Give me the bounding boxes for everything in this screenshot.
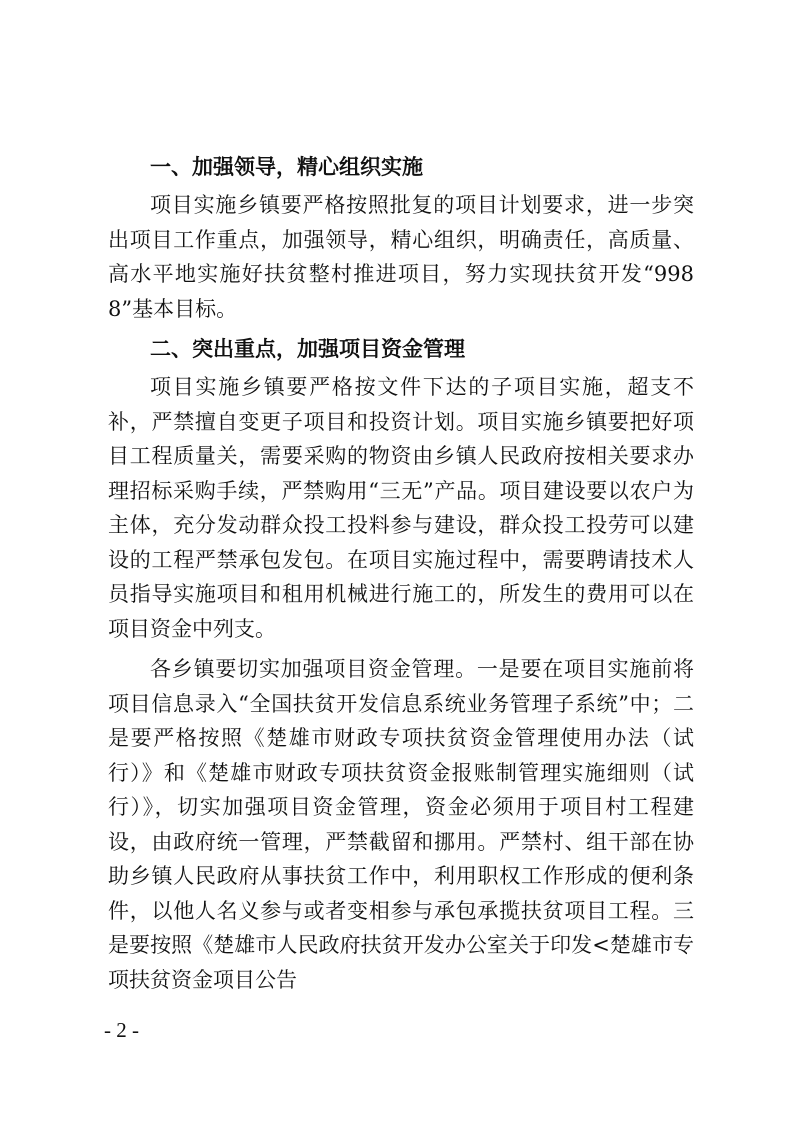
section-2-paragraph-1: 项目实施乡镇要严格按文件下达的子项目实施，超支不补，严禁擅自变更子项目和投资计划。项目实施乡镇要把好项目工程质量关，需要采购的物资由乡镇人民政府按相关要求办理招标采购手续，严禁购用“三无”产品。项目建设要以农户为主体，充分发动群众投工投料参与建设，群众投工投劳可以建设的工程严禁承包发包。在项目实施过程中，需要聘请技术人员指导实施项目和租用机械进行施工的，所发生的费用可以在项目资金中列支。 — [108, 375, 694, 641]
page-number: - 2 - — [104, 1018, 139, 1042]
section-1-paragraph-1: 项目实施乡镇要严格按照批复的项目计划要求，进一步突出项目工作重点，加强领导，精心组织，明确责任，高质量、高水平地实施好扶贫整村推进项目，努力实现扶贫开发“9988”基本目标。 — [108, 193, 694, 321]
section-heading-2: 二、突出重点，加强项目资金管理 — [150, 337, 465, 361]
section-2-paragraph-2: 各乡镇要切实加强项目资金管理。一是要在项目实施前将项目信息录入“全国扶贫开发信息系统业务管理子系统”中；二是要严格按照《楚雄市财政专项扶贫资金管理使用办法（试行）》和《楚雄市财政专项扶贫资金报账制管理实施细则（试行）》，切实加强项目资金管理，资金必须用于项目村工程建设，由政府统一管理，严禁截留和挪用。严禁村、组干部在协助乡镇人民政府从事扶贫工作中，利用职权工作形成的便利条件，以他人名义参与或者变相参与承包承揽扶贫项目工程。三是要按照《楚雄市人民政府扶贫开发办公室关于印发<楚雄市专项扶贫资金项目公告 — [108, 657, 694, 992]
document-body — [108, 150, 694, 1003]
section-heading-1: 一、加强领导，精心组织实施 — [150, 155, 423, 179]
